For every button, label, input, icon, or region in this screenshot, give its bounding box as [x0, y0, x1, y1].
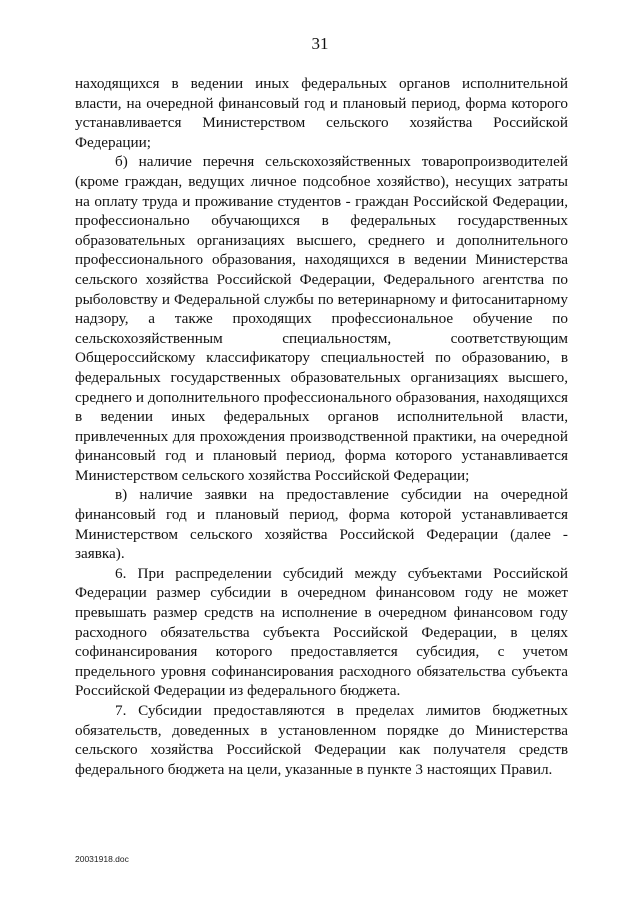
document-body [75, 74, 568, 779]
paragraph-clause-7: 7. Субсидии предоставляются в пределах лимитов бюджетных обязательств, доведенных в установленном порядке до Министерства сельского хозяйства Российской Федерации как получателя средств федерального бюджета на цели, указанные в пункте 3 настоящих Правил. [75, 702, 568, 778]
paragraph-continuation: находящихся в ведении иных федеральных органов исполнительной власти, на очередной финансовый год и плановый период, форма которого устанавливается Министерством сельского хозяйства Российской Федерации; [75, 75, 568, 151]
page-number: 31 [311, 34, 329, 53]
paragraph-item-v: в) наличие заявки на предоставление субсидии на очередной финансовый год и плановый период, форма которой устанавливается Министерством сельского хозяйства Российской Федерации (далее - заявка). [75, 486, 568, 563]
paragraph-clause-6: 6. При распределении субсидий между субъектами Российской Федерации размер субсидии в очередном финансовом году не может превышать размер средств на исполнение в очередном финансовом году расходного обязательства субъекта Российской Федерации, в целях софинансирования которого предоставляется субсидия, с учетом предельного уровня софинансирования расходного обязательства субъекта Российской Федерации из федерального бюджета. [75, 564, 568, 700]
document-filename: 20031918.doc [75, 854, 129, 864]
paragraph-item-b: б) наличие перечня сельскохозяйственных товаропроизводителей (кроме граждан, ведущих личное подсобное хозяйство), несущих затраты на оплату труда и проживание студентов - граждан Российской Федерации, профессионально обучающихся в федеральных государственных образовательных организациях высшего, среднего и дополнительного профессионального образования, находящихся в ведении Министерства сельского хозяйства Российской Федерации, Федерального агентства по рыболовству и Федеральной службы по ветеринарному и фитосанитарному надзору, а также проходящих профессиональное обучение по сельскохозяйственным специальностям, соответствующим Общероссийскому классификатору специальностей по образованию, в федеральных государственных образовательных организациях высшего, среднего и дополнительного профессионального образования, находящихся в ведении иных федеральных органов исполнительной власти, привлеченных для прохождения производственной практики, на очередной финансовый год и плановый период, форма которого устанавливается Министерством сельского хозяйства Российской Федерации; [75, 153, 568, 484]
